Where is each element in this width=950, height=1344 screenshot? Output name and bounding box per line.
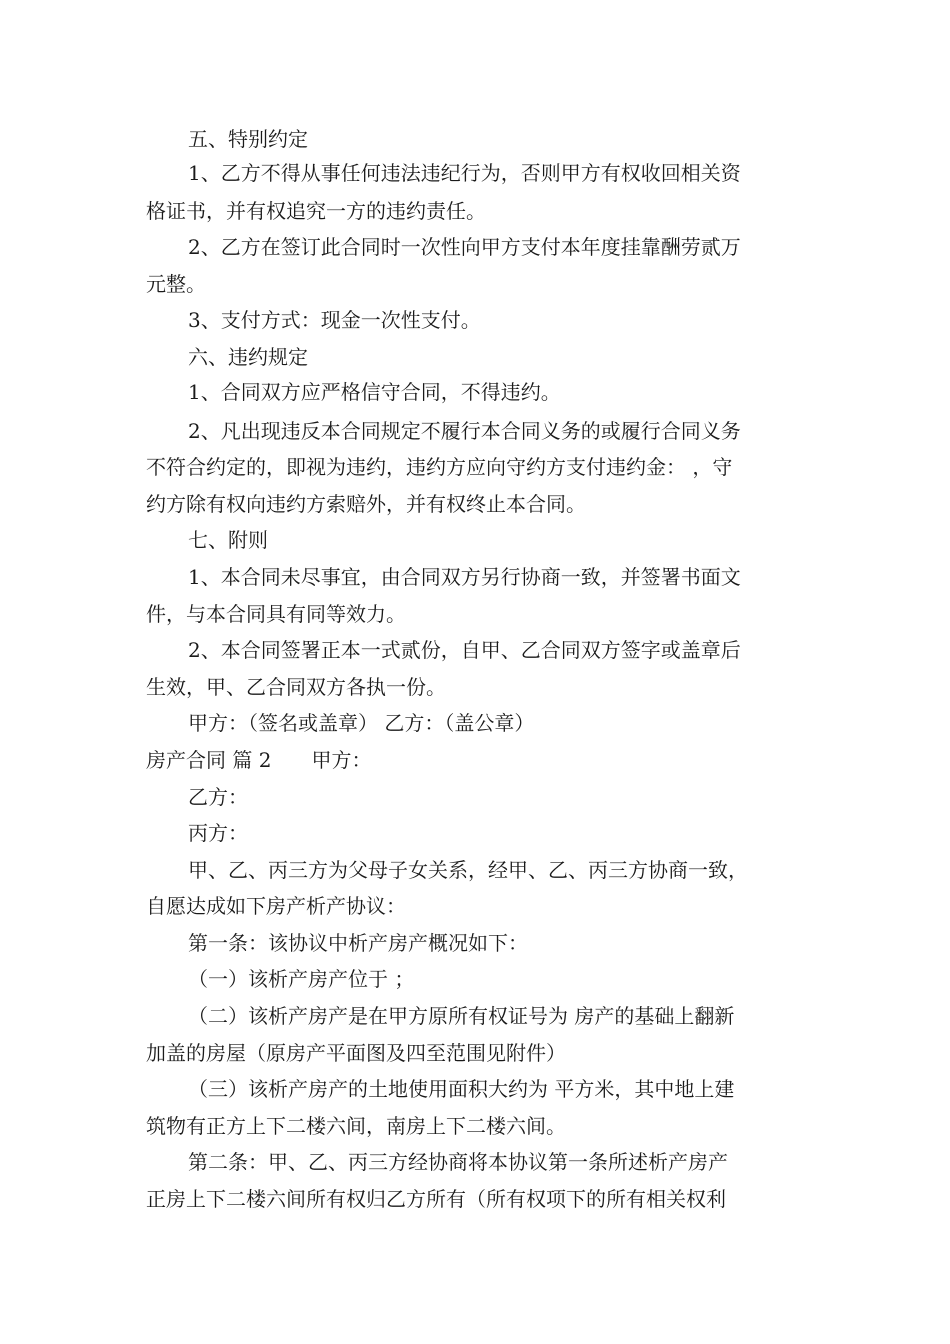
paragraph-line: 甲、乙、丙三方为父母子女关系，经甲、乙、丙三方协商一致，: [188, 858, 748, 882]
section-heading-7: 七、附则: [188, 528, 268, 552]
article-heading-2: 第二条：甲、乙、丙三方经协商将本协议第一条所述析产房产: [188, 1150, 728, 1174]
paragraph-line: 格证书，并有权追究一方的违约责任。: [146, 199, 486, 223]
paragraph-line: 加盖的房屋（原房产平面图及四至范围见附件）: [146, 1041, 566, 1065]
paragraph-line: 元整。: [146, 272, 206, 296]
paragraph-line: 2、本合同签署正本一式贰份，自甲、乙合同双方签字或盖章后: [188, 638, 741, 662]
paragraph-line: 不符合约定的，即视为违约，违约方应向守约方支付违约金： ，守: [146, 455, 733, 479]
paragraph-line: 1、乙方不得从事任何违法违纪行为，否则甲方有权收回相关资: [188, 161, 741, 185]
section-heading-5: 五、特别约定: [188, 127, 308, 151]
paragraph-line: 筑物有正方上下二楼六间，南房上下二楼六间。: [146, 1114, 566, 1138]
paragraph-line: （一）该析产房产位于 ；: [188, 967, 415, 991]
signature-line: 甲方：（签名或盖章） 乙方：（盖公章）: [188, 711, 535, 735]
party-line: 丙方：: [188, 821, 248, 845]
party-line: 乙方：: [188, 785, 248, 809]
paragraph-line: 正房上下二楼六间所有权归乙方所有（所有权项下的所有相关权利: [146, 1187, 726, 1211]
paragraph-line: 件，与本合同具有同等效力。: [146, 602, 406, 626]
section-heading-6: 六、违约规定: [188, 345, 308, 369]
paragraph-line: 约方除有权向违约方索赔外，并有权终止本合同。: [146, 492, 586, 516]
article-heading-1: 第一条：该协议中析产房产概况如下：: [188, 931, 528, 955]
paragraph-line: 自愿达成如下房产析产协议：: [146, 894, 406, 918]
paragraph-line: （二）该析产房产是在甲方原所有权证号为 房产的基础上翻新: [188, 1004, 735, 1028]
document-title-2: 房产合同 篇 2 甲方：: [146, 748, 372, 772]
paragraph-line: 生效，甲、乙合同双方各执一份。: [146, 675, 446, 699]
paragraph-line: 2、凡出现违反本合同规定不履行本合同义务的或履行合同义务: [188, 419, 741, 443]
paragraph-line: 2、乙方在签订此合同时一次性向甲方支付本年度挂靠酬劳贰万: [188, 235, 741, 259]
paragraph-line: 1、本合同未尽事宜，由合同双方另行协商一致，并签署书面文: [188, 565, 741, 589]
paragraph-line: 1、合同双方应严格信守合同，不得违约。: [188, 380, 561, 404]
paragraph-line: （三）该析产房产的土地使用面积大约为 平方米，其中地上建: [188, 1077, 735, 1101]
paragraph-line: 3、支付方式：现金一次性支付。: [188, 308, 481, 332]
